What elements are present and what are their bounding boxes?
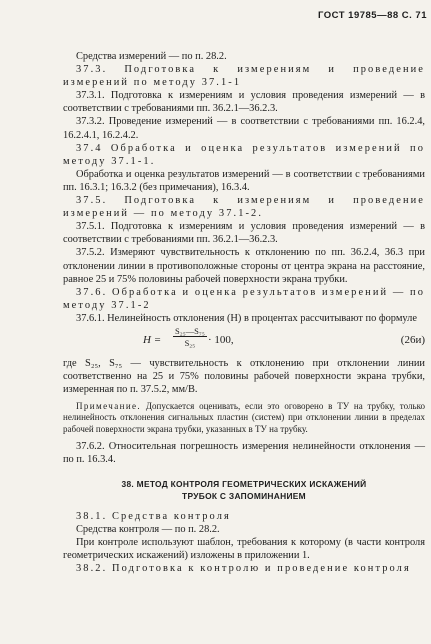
note-text: Допускается оценивать, если это оговорено в ТУ на трубку, только нелинейность отклонения сигнальных пластин (систем) при отклонении линии в пределах рабочей поверхности экрана трубки, указанных в ТУ на трубку. [63, 401, 426, 434]
document-body [63, 50, 425, 576]
paragraph: 37.5.2. Измеряют чувствительность к отклонению по пп. 36.2.4, 36.3 при отклонении линии в противоположные стороны от центра экрана на расстояние, равное 25 и 75% половины рабочей поверхности экрана трубки. [63, 247, 425, 285]
paragraph: 37.5.1. Подготовка к измерениям и условия проведения измерений — в соответствии с требованиями пп. 36.2.1—36.2.3. [63, 221, 425, 246]
paragraph: Обработка и оценка результатов измерений — в соответствии с требованиями пп. 16.3.1; 16.3.2 (без примечания), 16.3.4. [63, 168, 425, 193]
paragraph: где S₂₅, S₇₅ — чувствительность к отклонению при отклонении линии соответственно на 25 и 75% половины рабочей поверхности экрана трубки, измеренная по п. 37.5.2, мм/В. [63, 357, 425, 396]
section-title-line-2: ТРУБОК С ЗАПОМИНАНИЕМ [182, 491, 306, 502]
paragraph: При контроле используют шаблон, требования к которому (в части контроля геометрических искажений) изложены в приложении 1. [63, 537, 425, 562]
subsection-heading: 38.2. Подготовка к контролю и проведение контроля [76, 563, 411, 575]
paragraph: 37.3.2. Проведение измерений — в соответствии с требованиями пп. 16.2.4, 16.2.4.1, 16.2.4.2. [63, 116, 425, 141]
formula-denominator: S₂₅ [184, 337, 196, 348]
paragraph: Средства контроля — по п. 28.2. [76, 524, 220, 536]
formula-lhs: H = [143, 333, 162, 346]
formula-numerator: S₂₅—S₇₅ [175, 325, 205, 336]
formula-number: (26и) [400, 333, 425, 346]
subsection-heading: 37.4 Обработка и оценка результатов измерений по методу 37.1-1. [63, 142, 425, 167]
note [63, 401, 425, 435]
subsection-heading: 37.5. Подготовка к измерениям и проведение измерений — по методу 37.1-2. [63, 195, 425, 220]
note-label: Примечание. [76, 401, 142, 412]
section-title-line-1: 38. МЕТОД КОНТРОЛЯ ГЕОМЕТРИЧЕСКИХ ИСКАЖЕНИЙ [121, 479, 367, 490]
formula-fraction [173, 326, 207, 348]
subsection-heading: 38.1. Средства контроля [76, 511, 231, 523]
paragraph: 37.6.2. Относительная погрешность измерения нелинейности отклонения — по п. 16.3.4. [63, 440, 425, 465]
formula-rhs: · 100, [208, 333, 234, 346]
paragraph: 37.6.1. Нелинейность отклонения (H) в процентах рассчитывают по формуле [76, 312, 417, 324]
subsection-heading: 37.3. Подготовка к измерениям и проведение измерений по методу 37.1-1 [63, 64, 425, 89]
paragraph: 37.3.1. Подготовка к измерениям и условия проведения измерений — в соответствии с требованиями пп. 36.2.1—36.2.3. [63, 90, 425, 115]
formula-26i [63, 325, 425, 357]
page-header: ГОСТ 19785—88 С. 71 [317, 10, 427, 21]
subsection-heading: 37.6. Обработка и оценка результатов измерений — по методу 37.1-2 [63, 286, 425, 311]
paragraph: Средства измерений — по п. 28.2. [76, 51, 227, 62]
